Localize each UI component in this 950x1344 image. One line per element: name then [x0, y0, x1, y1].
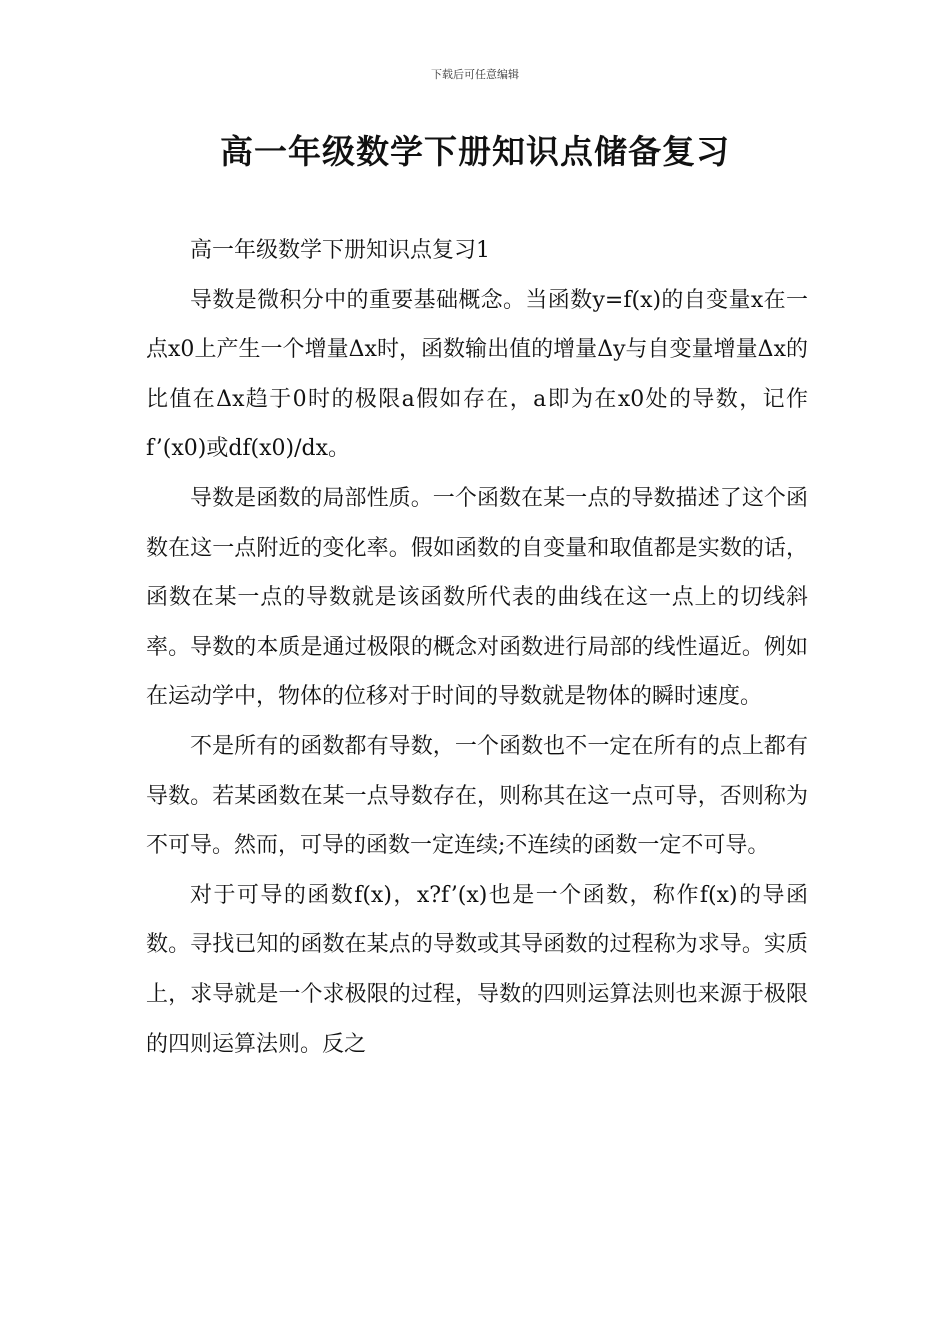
paragraph: 对于可导的函数f(x)，x?f’(x)也是一个函数，称作f(x)的导函数。寻找已知的函数在某点的导数或其导函数的过程称为求导。实质上，求导就是一个求极限的过程，导数的四则运算法则也来源于极限的四则运算法则。反之 — [146, 882, 808, 1057]
document-body — [146, 226, 808, 1069]
paragraph: 导数是函数的局部性质。一个函数在某一点的导数描述了这个函数在这一点附近的变化率。假如函数的自变量和取值都是实数的话，函数在某一点的导数就是该函数所代表的曲线在这一点上的切线斜率。导数的本质是通过极限的概念对函数进行局部的线性逼近。例如在运动学中，物体的位移对于时间的导数就是物体的瞬时速度。 — [146, 485, 808, 710]
header-note: 下载后可任意编辑 — [431, 68, 519, 81]
document-title: 高一年级数学下册知识点储备复习 — [220, 132, 730, 171]
paragraph: 不是所有的函数都有导数，一个函数也不一定在所有的点上都有导数。若某函数在某一点导数存在，则称其在这一点可导，否则称为不可导。然而，可导的函数一定连续;不连续的函数一定不可导。 — [146, 733, 808, 859]
paragraph: 导数是微积分中的重要基础概念。当函数y=f(x)的自变量x在一点x0上产生一个增量Δx时，函数输出值的增量Δy与自变量增量Δx的比值在Δx趋于0时的极限a假如存在，a即为在x0处的导数，记作f’(x0)或df(x0)/dx。 — [146, 287, 808, 462]
section-heading: 高一年级数学下册知识点复习1 — [190, 238, 490, 263]
